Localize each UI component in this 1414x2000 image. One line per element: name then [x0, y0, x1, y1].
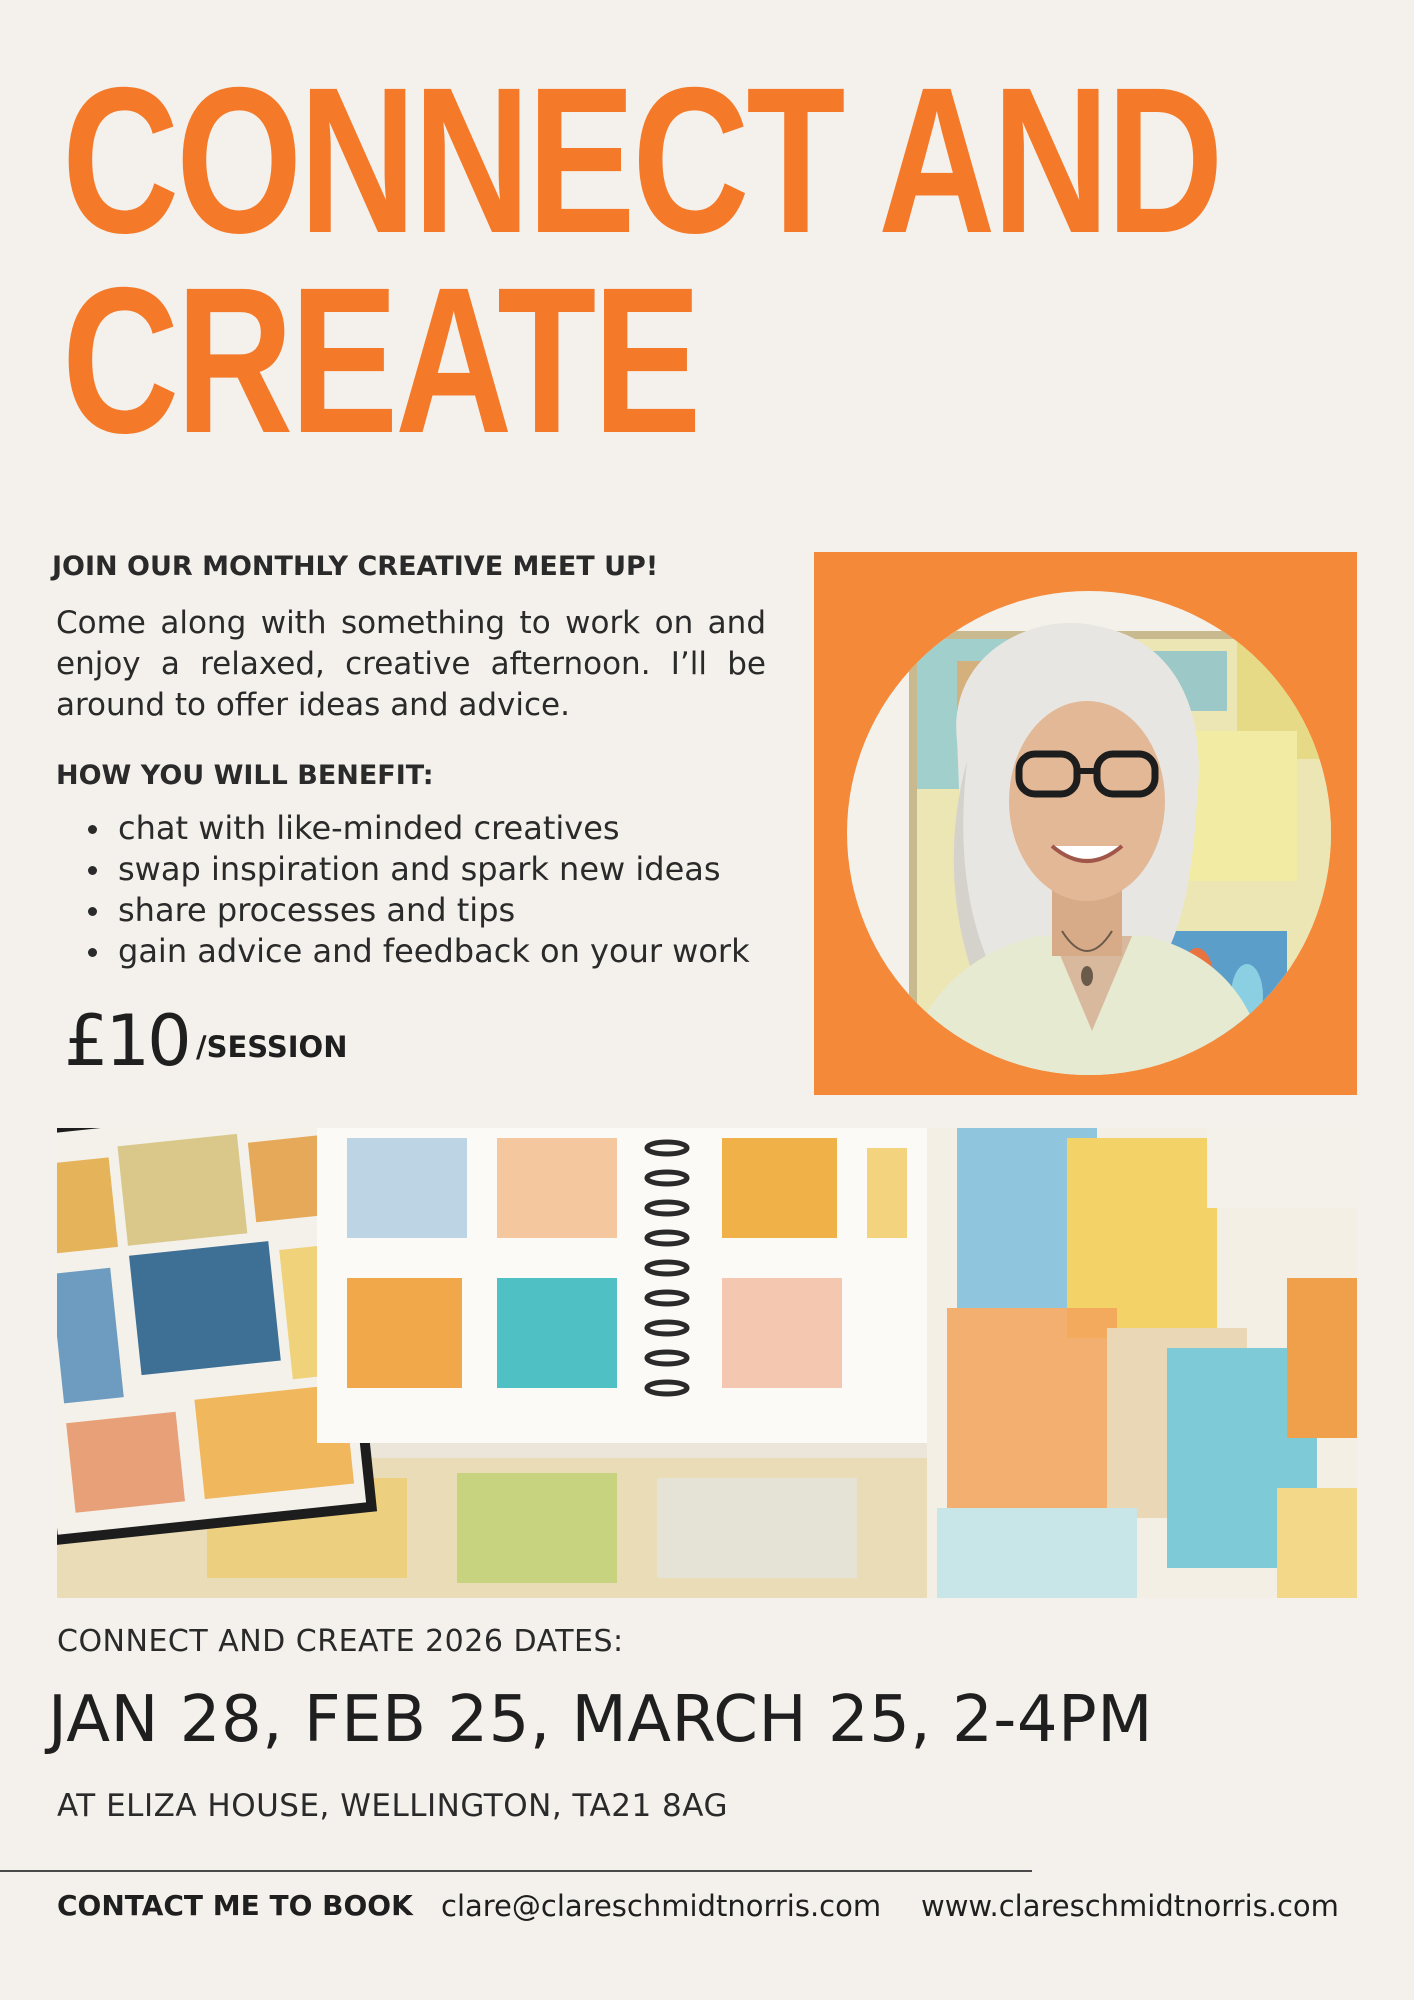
dates-heading: CONNECT AND CREATE 2026 DATES:: [57, 1624, 624, 1659]
benefits-heading: HOW YOU WILL BENEFIT:: [56, 760, 434, 791]
artwork-sketchbook-photo: [57, 1128, 1357, 1598]
portrait-illustration: [847, 591, 1331, 1075]
footer-divider: [0, 1870, 1032, 1872]
benefit-item: chat with like-minded creatives: [88, 808, 750, 849]
contact-email[interactable]: clare@clareschmidtnorris.com: [441, 1889, 882, 1923]
session-dates: JAN 28, FEB 25, MARCH 25, 2-4PM: [48, 1683, 1153, 1757]
contact-website[interactable]: www.clareschmidtnorris.com: [921, 1889, 1339, 1923]
price-amount: £10: [64, 1000, 189, 1082]
artist-portrait-photo: [847, 591, 1331, 1075]
title-line-1: CONNECT AND: [62, 45, 1221, 277]
benefit-item: share processes and tips: [88, 890, 750, 931]
benefits-list: [88, 808, 750, 972]
meetup-subheading: JOIN OUR MONTHLY CREATIVE MEET UP!: [52, 551, 659, 582]
artwork-illustration: [57, 1128, 1357, 1598]
benefit-item: gain advice and feedback on your work: [88, 931, 750, 972]
venue-address: AT ELIZA HOUSE, WELLINGTON, TA21 8AG: [57, 1788, 728, 1824]
intro-text: Come along with something to work on and enjoy a relaxed, creative afternoon. I’ll be around to offer ideas and advice.: [56, 605, 766, 723]
price-unit: /SESSION: [196, 1030, 348, 1064]
title-line-2: CREATE: [62, 244, 699, 477]
contact-label: CONTACT ME TO BOOK: [57, 1889, 413, 1922]
benefit-item: swap inspiration and spark new ideas: [88, 849, 750, 890]
poster-title: [62, 45, 1221, 477]
portrait-frame: [814, 552, 1357, 1095]
